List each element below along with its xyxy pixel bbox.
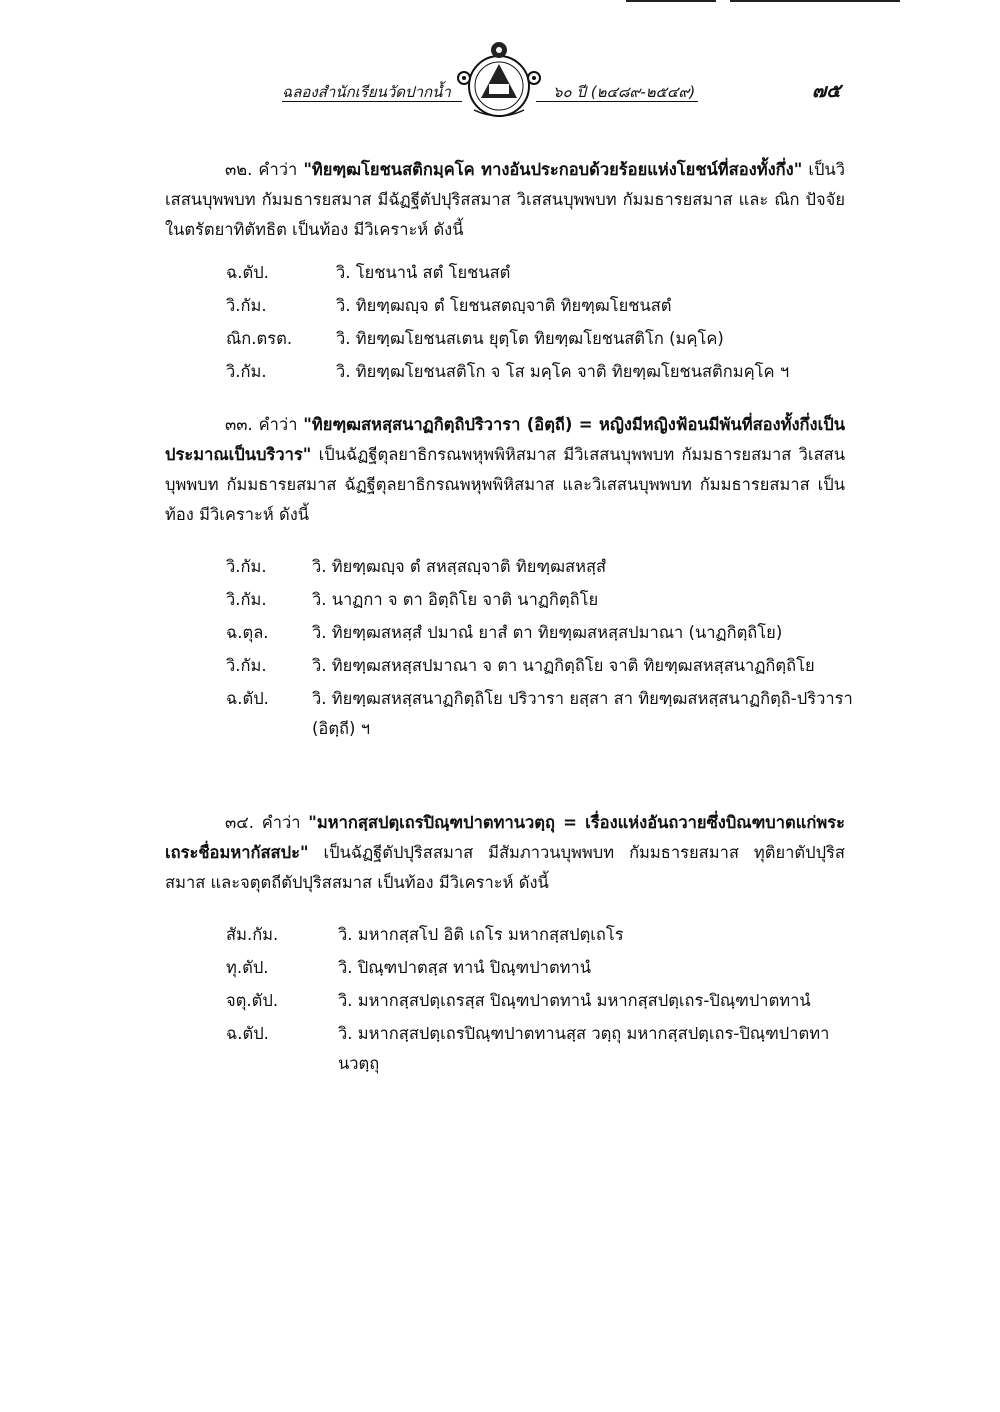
page-header [0, 0, 1000, 120]
section-33-analysis [226, 552, 866, 747]
section-33-lead: ๓๓. คำว่า [225, 415, 304, 434]
section-32-term: "ทิยฑฺฒโยชนสติกมฺคโค ทางอันประกอบด้วยร้อยแห่งโยชน์ที่สองทั้งกึ่ง" [303, 160, 803, 179]
header-anniversary: ๖๐ ปี (๒๔๘๙-๒๕๔๙) [553, 83, 696, 101]
row-text: วิ. ทิยฑฺฒญฺจ ตํ สหสฺสญฺจาติ ทิยฑฺฒสหสฺสํ [312, 557, 607, 576]
analysis-row [226, 357, 866, 387]
section-32-lead: ๓๒. คำว่า [225, 160, 304, 179]
analysis-row [226, 585, 866, 615]
page-number: ๗๕ [812, 80, 841, 102]
section-33-paragraph [165, 410, 845, 530]
section-34-paragraph [165, 808, 845, 898]
row-label: วิ.กัม. [226, 362, 267, 381]
row-text: วิ. ปิณฺฑปาตสฺส ทานํ ปิณฺฑปาตทานํ [338, 958, 592, 977]
section-34-term: "มหากสฺสปตฺเถรปิณฺฑปาตทานวตฺถุ = เรื่องแห่งอันถวายซึ่งบิณฑบาตแก่พระเถระชื่อมหากัสสปะ" [165, 813, 845, 862]
row-label: วิ.กัม. [226, 590, 267, 609]
analysis-row [226, 651, 866, 681]
row-label: วิ.กัม. [226, 656, 267, 675]
analysis-row [226, 291, 866, 321]
row-text: วิ. มหากสฺสปตฺเถรปิณฺฑปาตทานสฺส วตฺถุ มหากสฺสปตฺเถร-ปิณฺฑปาตทานวตฺถุ [338, 1024, 830, 1073]
section-32-body: เป็นวิเสสนบุพพบท กัมมธารยสมาส มีฉัฏฐีตัปปุริสสมาส วิเสสนบุพพบท กัมมธารยสมาส และ ณิก ปัจจัย ในตรัตยาทิตัทธิต เป็นท้อง มีวิเคราะห์ ดังนี้ [165, 160, 846, 239]
temple-seal-logo [452, 40, 546, 120]
header-left-title: ฉลองสำนักเรียนวัดปากน้ำ [282, 83, 451, 101]
section-33-body: เป็นฉัฏฐีตุลยาธิกรณพหุพพิหิสมาส มีวิเสสนบุพพบท กัมมธารยสมาส วิเสสนบุพพบท กัมมธารยสมาส ฉัฏฐีตุลยาธิกรณพหุพพิหิสมาส และวิเสสนบุพพบท กัมมธารยสมาส เป็นท้อง มีวิเคราะห์ ดังนี้ [165, 445, 845, 524]
section-34-lead: ๓๔. คำว่า [225, 813, 309, 832]
row-text: วิ. ทิยฑฺฒโยชนสติโก จ โส มคฺโค จาติ ทิยฑฺฒโยชนสติกมคฺโค ฯ [336, 362, 790, 381]
analysis-row [226, 920, 866, 950]
row-label: วิ.กัม. [226, 296, 267, 315]
analysis-row [226, 258, 866, 288]
row-text: วิ. ทิยฑฺฒสหสฺสํ ปมาณํ ยาสํ ตา ทิยฑฺฒสหสฺสปมาณา (นาฏกิตฺถิโย) [312, 623, 783, 642]
row-label: ฉ.ตัป. [226, 689, 269, 708]
analysis-row [226, 1019, 866, 1079]
section-32-analysis [226, 258, 866, 390]
row-label: ณิก.ตรต. [226, 329, 293, 348]
row-text: วิ. มหากสฺสโป อิติ เถโร มหากสฺสปตฺเถโร [338, 925, 624, 944]
row-text: วิ. นาฏกา จ ตา อิตฺถิโย จาติ นาฏกิตฺถิโย [312, 590, 599, 609]
analysis-row [226, 618, 866, 648]
row-text: วิ. ทิยฑฺฒญฺจ ตํ โยชนสตญฺจาติ ทิยฑฺฒโยชนสตํ [336, 296, 672, 315]
row-label: จตุ.ตัป. [226, 991, 279, 1010]
row-text: วิ. โยชนานํ สตํ โยชนสตํ [336, 263, 511, 282]
row-label: ฉ.ตัป. [226, 1024, 269, 1043]
row-label: ทุ.ตัป. [226, 958, 269, 977]
header-rule-right [536, 101, 698, 102]
analysis-row [226, 986, 866, 1016]
row-text: วิ. ทิยฑฺฒสหสฺสนาฏกิตฺถิโย ปริวารา ยสฺสา สา ทิยฑฺฒสหสฺสนาฏกิตฺถิ-ปริวารา (อิตฺถี) ฯ [312, 689, 853, 738]
section-33-term: "ทิยฑฺฒสหสฺสนาฏกิตฺถิปริวารา (อิตฺถี) = หญิงมีหญิงฟ้อนมีพันที่สองทั้งกึ่งเป็นประมาณเป็นบริวาร" [165, 415, 845, 464]
row-text: วิ. มหากสฺสปตฺเถรสฺส ปิณฺฑปาตทานํ มหากสฺสปตฺเถร-ปิณฺฑปาตทานํ [338, 991, 811, 1010]
header-rule-left [282, 101, 462, 102]
section-34-analysis [226, 920, 866, 1082]
row-label: ฉ.ตุล. [226, 623, 269, 642]
analysis-row [226, 684, 866, 744]
analysis-row [226, 324, 866, 354]
analysis-row [226, 953, 866, 983]
row-label: ฉ.ตัป. [226, 263, 269, 282]
row-text: วิ. ทิยฑฺฒสหสฺสปมาณา จ ตา นาฏกิตฺถิโย จาติ ทิยฑฺฒสหสฺสนาฏกิตฺถิโย [312, 656, 815, 675]
row-text: วิ. ทิยฑฺฒโยชนสเตน ยุตฺโต ทิยฑฺฒโยชนสติโก (มคฺโค) [336, 329, 724, 348]
analysis-row [226, 552, 866, 582]
section-32-paragraph [165, 155, 845, 245]
section-34-body: เป็นฉัฏฐีตัปปุริสสมาส มีสัมภาวนบุพพบท กัมมธารยสมาส ทุติยาตัปปุริสสมาส และจตุตถีตัปปุริสสมาส เป็นท้อง มีวิเคราะห์ ดังนี้ [165, 843, 845, 892]
row-label: สัม.กัม. [226, 925, 279, 944]
row-label: วิ.กัม. [226, 557, 267, 576]
